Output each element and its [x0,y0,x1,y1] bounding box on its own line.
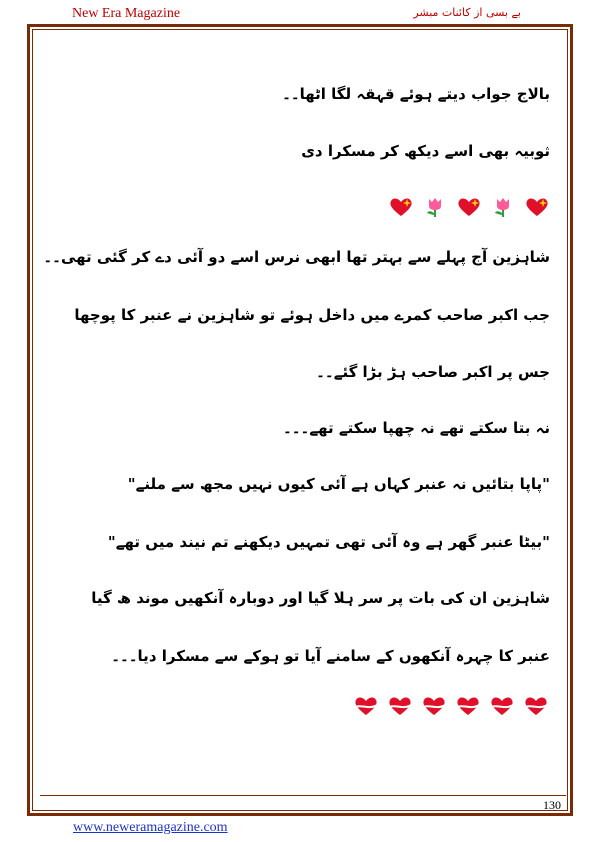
story-line-3: شاہزین آج پہلے سے بہتر تھا ابھی نرس اسے دو آئی دے کر گئی تھی۔۔ [43,248,550,266]
story-line-1: بالاج جواب دیتے ہوئے قہقہ لگا اٹھا۔۔ [282,85,550,103]
story-line-6: نہ بتا سکتے تھے نہ چھپا سکتے تھے۔۔۔ [282,419,550,437]
emoji-row-2 [352,695,550,717]
sparkling-heart-icon [522,196,550,218]
heart-with-ribbon-icon [454,695,482,717]
magazine-website-link[interactable]: www.neweramagazine.com [73,820,228,835]
heart-with-ribbon-icon [420,695,448,717]
heart-with-ribbon-icon [352,695,380,717]
heart-with-ribbon-icon [522,695,550,717]
story-line-8: "بیٹا عنبر گھر ہے وہ آئی تھی تمہیں دیکھنے تم نیند میں تھے" [107,533,550,551]
heart-with-ribbon-icon [386,695,414,717]
tulip-icon [420,196,448,218]
page-number-rule [40,795,566,796]
emoji-row-1 [386,196,550,218]
page-number: 130 [543,798,561,812]
heart-with-ribbon-icon [488,695,516,717]
magazine-title: New Era Magazine [72,6,181,21]
story-line-9: شاہزین ان کی بات پر سر ہلا گیا اور دوبارہ آنکھیں موند ھ گیا [91,589,550,607]
sparkling-heart-icon [386,196,414,218]
story-line-5: جس پر اکبر صاحب ہڑ بڑا گئے۔۔ [316,363,550,381]
story-line-2: ثوبیہ بھی اسے دیکھ کر مسکرا دی [301,142,550,160]
story-line-7: "پاپا بتائیں نہ عنبر کہاں ہے آئی کیوں نہیں مجھ سے ملنے" [127,475,550,493]
story-line-4: جب اکبر صاحب کمرے میں داخل ہوئے تو شاہزین نے عنبر کا پوچھا [74,306,550,324]
story-line-10: عنبر کا چہرہ آنکھوں کے سامنے آیا تو ہوکے سے مسکرا دیا۔۔۔ [111,647,550,665]
story-title: بے بسی از کائنات مبشر [413,6,521,19]
tulip-icon [488,196,516,218]
sparkling-heart-icon [454,196,482,218]
